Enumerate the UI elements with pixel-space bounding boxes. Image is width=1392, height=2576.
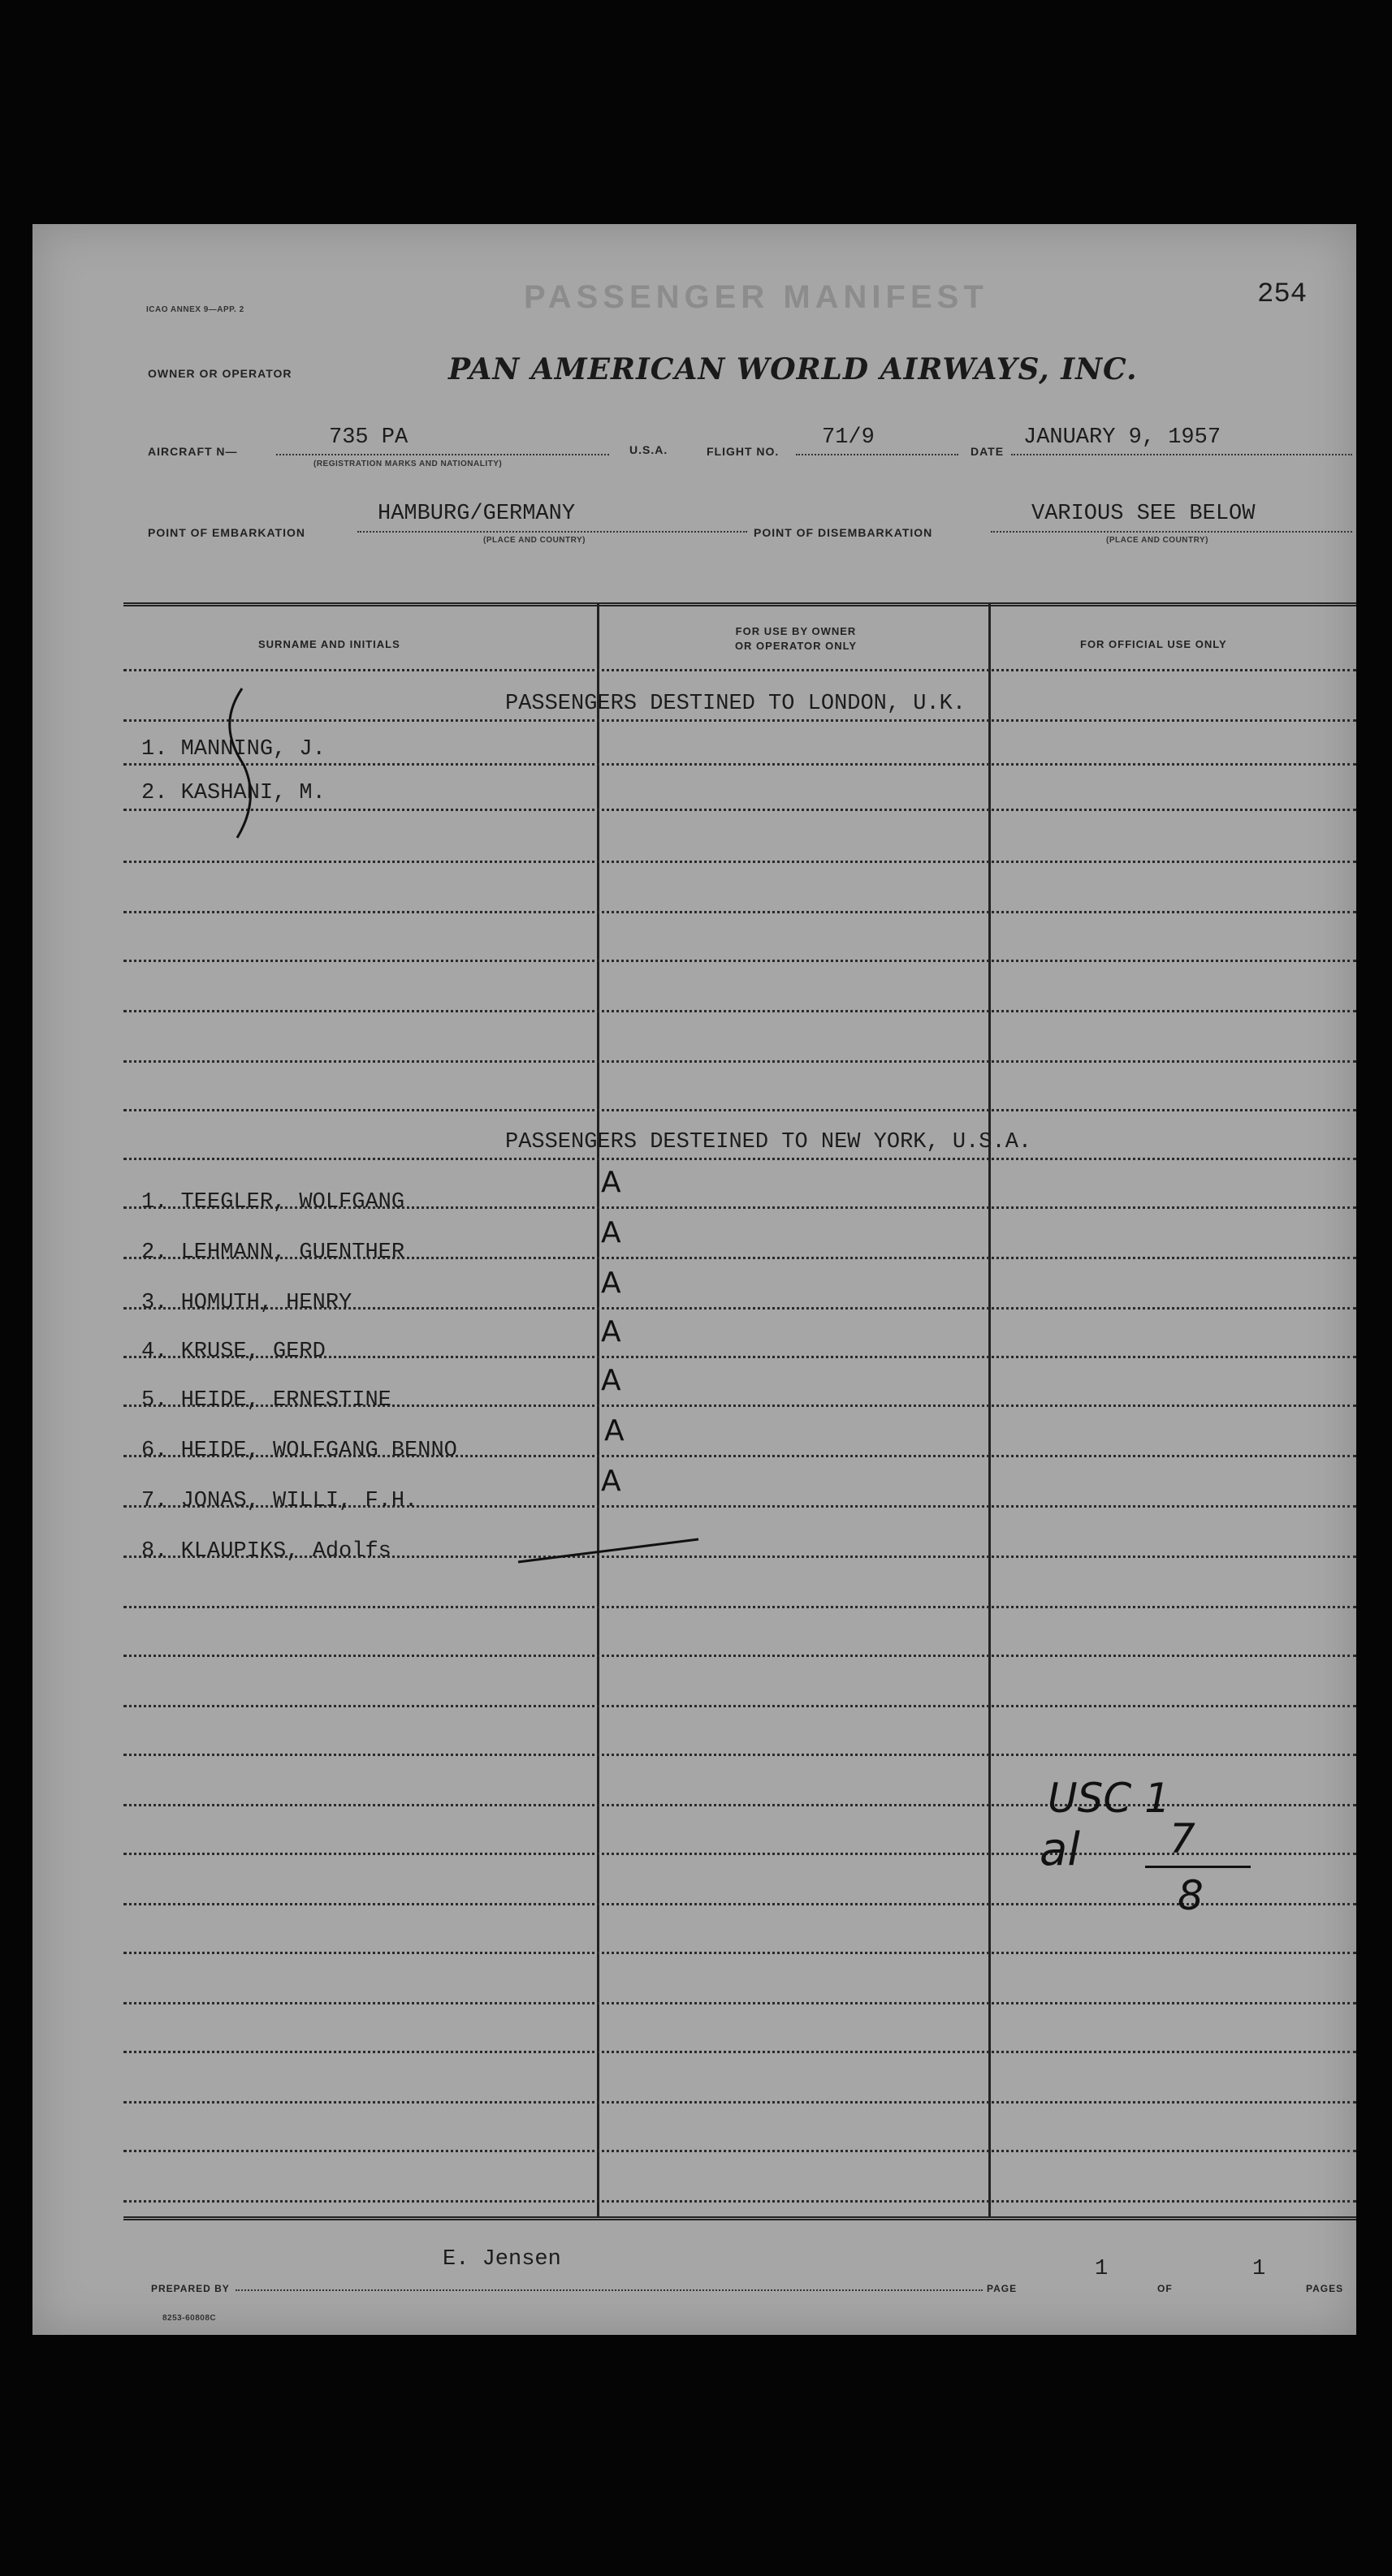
form-code: 8253-60808C	[162, 2314, 217, 2323]
date-label: DATE	[971, 445, 1005, 458]
table-rule-line	[123, 1606, 1356, 1608]
disembark-value: VARIOUS SEE BELOW	[1031, 502, 1256, 526]
passenger-row: 1. MANNING, J.	[141, 737, 326, 762]
table-rule-line	[123, 1010, 1356, 1012]
passenger-row: 8. KLAUPIKS, Adolfs	[141, 1539, 391, 1564]
table-rule-line	[123, 719, 1356, 722]
aircraft-sub: (REGISTRATION MARKS AND NATIONALITY)	[313, 460, 503, 468]
table-rule-line	[123, 2051, 1356, 2053]
table-rule-line	[123, 1903, 1356, 1905]
table-rule-line	[123, 809, 1356, 811]
col-operator-header-1: FOR USE BY OWNER	[735, 625, 857, 637]
annotation-al: al	[1040, 1823, 1080, 1876]
passenger-row: 2. LEHMANN, GUENTHER	[141, 1241, 405, 1265]
embark-label: POINT OF EMBARKATION	[148, 526, 305, 539]
date-value: JANUARY 9, 1957	[1023, 425, 1221, 450]
form-title: PASSENGER MANIFEST	[524, 279, 988, 315]
table-rule-line	[123, 1655, 1356, 1657]
table-rule-line	[123, 2002, 1356, 2004]
annotation-fraction-bottom: 8	[1178, 1872, 1204, 1919]
owner-label: OWNER OR OPERATOR	[148, 367, 292, 380]
nationality: U.S.A.	[629, 443, 668, 456]
operator-mark: A	[601, 1266, 621, 1300]
bracket-mark	[219, 684, 268, 846]
passenger-row: 4. KRUSE, GERD	[141, 1340, 326, 1364]
prepared-by-value: E. Jensen	[443, 2247, 561, 2272]
operator-mark: A	[601, 1364, 621, 1397]
flight-label: FLIGHT NO.	[707, 445, 780, 458]
table-rule-line	[123, 960, 1356, 962]
table-rule-line	[123, 1754, 1356, 1756]
manifest-sheet	[32, 224, 1356, 2335]
table-rule-line	[123, 763, 1356, 766]
column-divider-1	[597, 604, 599, 2216]
annotation-fraction-bar	[1145, 1866, 1251, 1868]
annotation-usc: USC 1	[1048, 1775, 1170, 1822]
table-rule-line	[123, 1804, 1356, 1806]
aircraft-label: AIRCRAFT N—	[148, 445, 238, 458]
disembark-sub: (PLACE AND COUNTRY)	[1106, 536, 1208, 545]
table-rule-line	[123, 1705, 1356, 1707]
flight-value: 71/9	[822, 425, 875, 450]
aircraft-value: 735 PA	[329, 425, 409, 450]
passenger-row: 7. JONAS, WILLI, F.H.	[141, 1489, 418, 1513]
table-rule-line	[123, 1158, 1356, 1160]
table-rule-line	[123, 669, 1356, 671]
passenger-row: 5. HEIDE, ERNESTINE	[141, 1388, 391, 1413]
table-rule-line	[123, 1109, 1356, 1111]
page-label: PAGE	[987, 2283, 1018, 2294]
operator-mark: A	[601, 1166, 621, 1199]
table-rule-line	[123, 1952, 1356, 1954]
pages-label: PAGES	[1306, 2283, 1344, 2294]
prepared-by-label: PREPARED BY	[151, 2283, 230, 2294]
of-label: OF	[1157, 2283, 1173, 2294]
disembark-label: POINT OF DISEMBARKATION	[754, 526, 933, 539]
col-surname-header: SURNAME AND INITIALS	[258, 638, 400, 650]
page-value: 1	[1095, 2257, 1109, 2281]
end-of-list-stroke	[512, 1523, 707, 1572]
table-rule-line	[123, 2200, 1356, 2203]
operator-mark: A	[604, 1414, 625, 1448]
passenger-row: 6. HEIDE, WOLFGANG BENNO	[141, 1439, 457, 1463]
operator-name: PAN AMERICAN WORLD AIRWAYS, INC.	[448, 352, 1138, 386]
passenger-row: 1. TEEGLER, WOLFGANG	[141, 1190, 405, 1215]
operator-mark: A	[601, 1315, 621, 1348]
col-official-header: FOR OFFICIAL USE ONLY	[1080, 638, 1227, 650]
table-rule-line	[123, 911, 1356, 913]
page-number-stamp: 254	[1257, 279, 1308, 310]
of-value: 1	[1252, 2257, 1266, 2281]
group-newyork-heading: PASSENGERS DESTEINED TO NEW YORK, U.S.A.	[505, 1130, 1032, 1154]
passenger-row: 2. KASHANI, M.	[141, 781, 326, 805]
group-london-heading: PASSENGERS DESTINED TO LONDON, U.K.	[505, 692, 966, 716]
passenger-row: 3. HOMUTH, HENRY	[141, 1291, 352, 1315]
operator-mark: A	[601, 1465, 621, 1498]
col-operator-header-2: OR OPERATOR ONLY	[734, 640, 858, 652]
table-rule-line	[123, 2150, 1356, 2152]
embark-value: HAMBURG/GERMANY	[378, 502, 576, 526]
annotation-fraction-top: 7	[1169, 1815, 1195, 1862]
table-rule-line	[123, 861, 1356, 863]
table-rule-line	[123, 1060, 1356, 1063]
embark-sub: (PLACE AND COUNTRY)	[483, 536, 586, 545]
annex-stamp: ICAO ANNEX 9—APP. 2	[146, 305, 244, 314]
table-rule-line	[123, 2101, 1356, 2104]
column-divider-2	[988, 604, 991, 2216]
operator-mark: A	[601, 1216, 621, 1249]
